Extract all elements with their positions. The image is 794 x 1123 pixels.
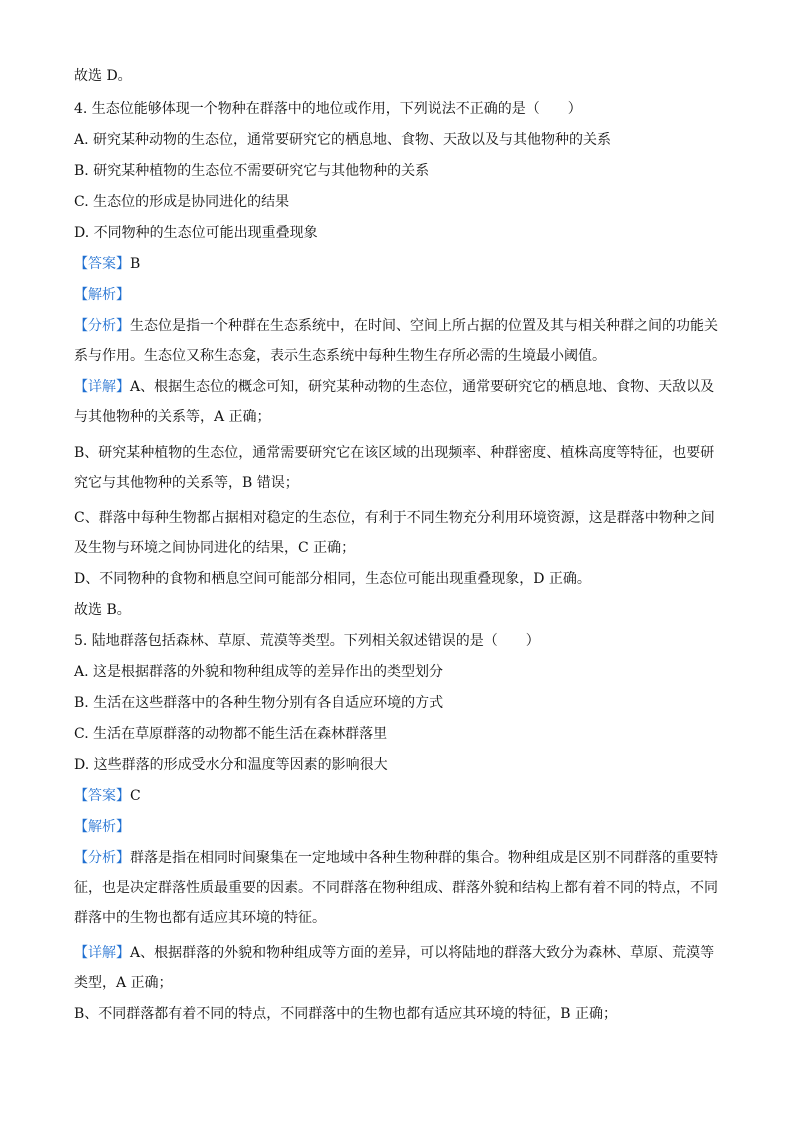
q5-fenxi-paragraph (74, 843, 724, 933)
answer-tag: 【答案】 (74, 256, 130, 272)
q5-analysis-heading (74, 817, 130, 837)
q5-option-a: A. 这是根据群落的外貌和物种组成等的差异作出的类型划分 (74, 664, 444, 680)
q4-option-b: B. 研究某种植物的生态位不需要研究它与其他物种的关系 (74, 163, 430, 179)
q4-answer (74, 254, 140, 274)
fenxi-text: 群落是指在相同时间聚集在一定地域中各种生物种群的集合。物种组成是区别不同群落的重要特征，也是决定群落性质最重要的因素。不同群落在物种组成、群落外貌和结构上都有着不同的特点，不同群落中的生物也都有适应其环境的特征。 (74, 850, 718, 926)
q4-detail-c: C、群落中每种生物都占据相对稳定的生态位，有利于不同生物充分利用环境资源，这是群落中物种之间及生物与环境之间协同进化的结果，C 正确； (74, 510, 715, 556)
answer-value: B (130, 256, 141, 272)
answer-tag: 【答案】 (74, 788, 130, 804)
q4-detail-b: B、研究某种植物的生态位，通常需要研究它在该区域的出现频率、种群密度、植株高度等特征，也要研究它与其他物种的关系等，B 错误； (74, 445, 715, 491)
analysis-tag: 【解析】 (74, 287, 130, 303)
q5-option-d: D. 这些群落的形成受水分和温度等因素的影响很大 (74, 757, 388, 773)
q5-option-c: C. 生活在草原群落的动物都不能生活在森林群落里 (74, 726, 388, 742)
q4-option-d: D. 不同物种的生态位可能出现重叠现象 (74, 225, 318, 241)
q4-xiangjie-paragraph (74, 372, 724, 432)
xiangjie-tag: 【详解】 (74, 945, 130, 961)
q4-option-a: A. 研究某种动物的生态位，通常要研究它的栖息地、食物、天敌以及与其他物种的关系 (74, 132, 612, 148)
q4-analysis-heading (74, 285, 130, 305)
xiangjie-tag: 【详解】 (74, 379, 130, 395)
q4-fenxi-paragraph (74, 311, 724, 371)
q5-detail-b: B、不同群落都有着不同的特点，不同群落中的生物也都有适应其环境的特征，B 正确； (74, 1006, 618, 1022)
q5-xiangjie-paragraph (74, 938, 724, 998)
q4-option-c: C. 生态位的形成是协同进化的结果 (74, 194, 290, 210)
q5-answer (74, 786, 141, 806)
q3-conclusion: 故选 D。 (74, 68, 132, 84)
xiangjie-text: A、根据群落的外貌和物种组成等方面的差异，可以将陆地的群落大致分为森林、草原、荒漠等类型，A 正确； (74, 945, 715, 991)
q5-option-b: B. 生活在这些群落中的各种生物分别有各自适应环境的方式 (74, 695, 444, 711)
fenxi-tag: 【分析】 (74, 850, 130, 866)
q4-detail-d: D、不同物种的食物和栖息空间可能部分相同，生态位可能出现重叠现象，D 正确。 (74, 571, 591, 587)
fenxi-text: 生态位是指一个种群在生态系统中，在时间、空间上所占据的位置及其与相关种群之间的功能关系与作用。生态位又称生态龛，表示生态系统中每种生物生存所必需的生境最小阈值。 (74, 318, 718, 364)
analysis-tag: 【解析】 (74, 819, 130, 835)
q5-stem: 5. 陆地群落包括森林、草原、荒漠等类型。下列相关叙述错误的是（ ） (74, 633, 540, 649)
xiangjie-text: A、根据生态位的概念可知，研究某种动物的生态位，通常要研究它的栖息地、食物、天敌以及与其他物种的关系等，A 正确； (74, 379, 715, 425)
answer-value: C (130, 788, 141, 804)
q4-conclusion: 故选 B。 (74, 602, 131, 618)
q4-stem: 4. 生态位能够体现一个物种在群落中的地位或作用，下列说法不正确的是（ ） (74, 101, 582, 117)
fenxi-tag: 【分析】 (74, 318, 130, 334)
